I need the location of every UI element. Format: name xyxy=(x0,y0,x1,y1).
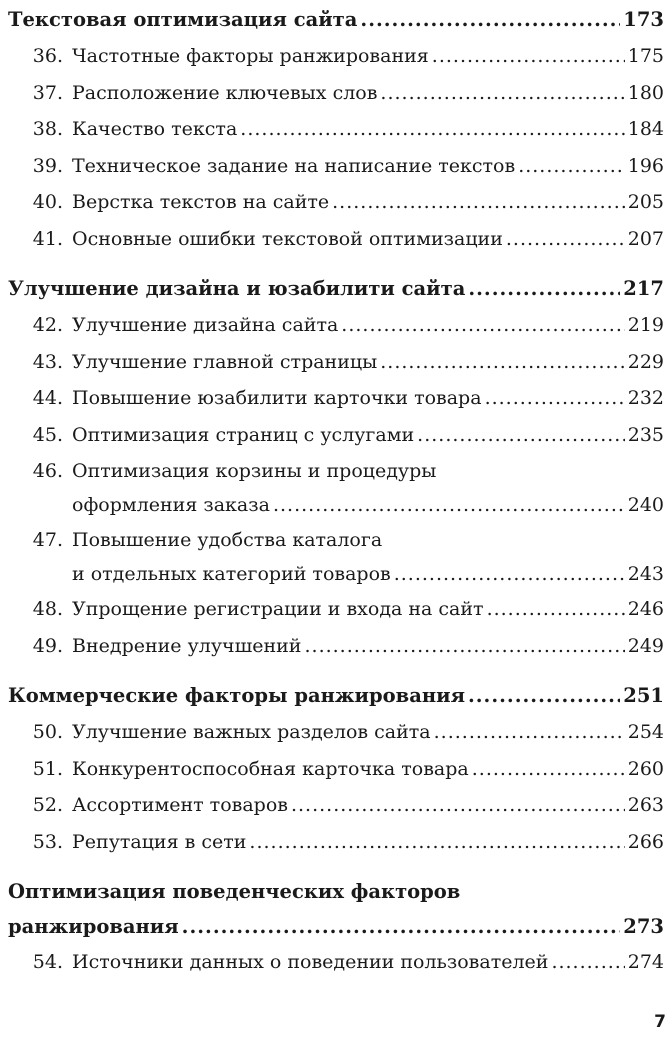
chapter-entry xyxy=(8,824,664,861)
chapter-entry xyxy=(8,148,664,185)
chapter-title: Техническое задание на написание текстов xyxy=(72,154,516,177)
chapter-number: 48. xyxy=(32,598,63,620)
chapter-number: 36. xyxy=(32,45,63,67)
chapter-number: 42. xyxy=(32,314,63,336)
dot-leader xyxy=(485,380,625,417)
chapter-title: Частотные факторы ранжирования xyxy=(72,45,429,67)
chapter-title: Упрощение регистрации и входа на сайт xyxy=(72,598,484,620)
chapter-page-number: 205 xyxy=(627,191,664,213)
chapter-page-number: 219 xyxy=(627,314,664,336)
dot-leader xyxy=(332,184,625,221)
dot-leader xyxy=(380,344,625,381)
section-title: Текстовая оптимизация сайта xyxy=(8,8,358,31)
chapter-number: 54. xyxy=(32,951,63,973)
section-title: Коммерческие факторы ранжирования xyxy=(8,684,465,707)
dot-leader xyxy=(249,824,624,861)
section-title-line1: Оптимизация поведенческих факторов xyxy=(8,880,461,903)
dot-leader xyxy=(434,714,625,751)
chapter-title: Верстка текстов на сайте xyxy=(72,191,330,213)
chapter-number: 43. xyxy=(32,350,63,373)
toc-section xyxy=(8,874,664,981)
chapter-page-number: 263 xyxy=(627,794,664,816)
dot-leader xyxy=(360,2,620,38)
chapter-page-number: 246 xyxy=(627,598,664,620)
chapter-entry xyxy=(8,38,664,75)
chapter-page-number: 229 xyxy=(627,350,664,373)
section-heading xyxy=(8,2,664,38)
chapter-title: Ассортимент товаров xyxy=(72,794,288,816)
chapter-number: 39. xyxy=(32,154,63,177)
chapter-number: 49. xyxy=(32,634,63,657)
dot-leader xyxy=(273,488,625,522)
dot-leader xyxy=(468,271,620,307)
dot-leader xyxy=(506,221,625,258)
chapter-page-number: 240 xyxy=(627,494,664,516)
chapter-title-line2: оформления заказа xyxy=(72,494,270,516)
section-heading xyxy=(8,271,664,307)
section-heading xyxy=(8,678,664,714)
dot-leader xyxy=(551,944,624,981)
chapter-page-number: 207 xyxy=(627,227,664,250)
dot-leader xyxy=(432,38,625,75)
chapter-entry xyxy=(8,111,664,148)
dot-leader xyxy=(487,591,625,628)
chapter-number: 37. xyxy=(32,81,63,104)
chapter-list xyxy=(8,307,664,664)
chapter-page-number: 243 xyxy=(627,563,664,585)
chapter-title: Источники данных о поведении пользователей xyxy=(72,951,549,973)
chapter-title: Основные ошибки текстовой оптимизации xyxy=(72,227,503,250)
chapter-title: Качество текста xyxy=(72,118,238,140)
section-page-number: 273 xyxy=(623,915,664,938)
chapter-number: 45. xyxy=(32,423,63,446)
chapter-page-number: 260 xyxy=(627,757,664,780)
chapter-entry xyxy=(8,787,664,824)
chapter-entry xyxy=(8,344,664,381)
chapter-number: 44. xyxy=(32,387,63,409)
chapter-title-line2: и отдельных категорий товаров xyxy=(72,563,391,585)
chapter-page-number: 196 xyxy=(627,154,664,177)
chapter-title-line1: Повышение удобства каталога xyxy=(72,529,383,551)
chapter-page-number: 235 xyxy=(627,423,664,446)
chapter-number: 41. xyxy=(32,227,63,250)
chapter-page-number: 175 xyxy=(627,45,664,67)
chapter-number: 52. xyxy=(32,794,63,816)
dot-leader xyxy=(417,417,625,454)
chapter-entry xyxy=(8,417,664,454)
toc-section xyxy=(8,678,664,860)
chapter-number: 40. xyxy=(32,191,63,213)
chapter-entry xyxy=(8,184,664,221)
chapter-page-number: 180 xyxy=(627,81,664,104)
chapter-title: Оптимизация страниц с услугами xyxy=(72,423,415,446)
chapter-number: 51. xyxy=(32,757,63,780)
section-heading xyxy=(8,874,664,944)
chapter-entry xyxy=(8,714,664,751)
chapter-entry xyxy=(8,307,664,344)
chapter-number: 38. xyxy=(32,118,63,140)
dot-leader xyxy=(182,909,621,944)
chapter-page-number: 249 xyxy=(627,634,664,657)
chapter-entry xyxy=(8,628,664,665)
chapter-title: Улучшение дизайна сайта xyxy=(72,314,339,336)
chapter-entry xyxy=(8,221,664,258)
chapter-number: 50. xyxy=(32,721,63,743)
chapter-entry xyxy=(8,944,664,981)
toc-section xyxy=(8,271,664,664)
dot-leader xyxy=(304,628,624,665)
chapter-number: 46. xyxy=(32,460,63,482)
chapter-title: Расположение ключевых слов xyxy=(72,81,378,104)
section-page-number: 217 xyxy=(623,277,664,300)
chapter-title: Повышение юзабилити карточки товара xyxy=(72,387,482,409)
chapter-entry xyxy=(8,75,664,112)
chapter-number: 53. xyxy=(32,830,63,853)
chapter-entry xyxy=(8,751,664,788)
chapter-entry xyxy=(8,380,664,417)
chapter-title: Улучшение главной страницы xyxy=(72,350,378,373)
toc-section xyxy=(8,2,664,257)
dot-leader xyxy=(472,751,625,788)
section-title: Улучшение дизайна и юзабилити сайта xyxy=(8,277,466,300)
chapter-page-number: 274 xyxy=(627,951,664,973)
page-folio: 7 xyxy=(654,1012,666,1032)
chapter-entry xyxy=(8,591,664,628)
chapter-title: Внедрение улучшений xyxy=(72,634,302,657)
chapter-entry xyxy=(8,522,664,591)
dot-leader xyxy=(341,307,624,344)
dot-leader xyxy=(291,787,625,824)
chapter-page-number: 232 xyxy=(627,387,664,409)
chapter-page-number: 266 xyxy=(627,830,664,853)
chapter-list xyxy=(8,714,664,860)
section-title-line2: ранжирования xyxy=(8,915,179,938)
chapter-title-line1: Оптимизация корзины и процедуры xyxy=(72,460,437,482)
chapter-number: 47. xyxy=(32,529,63,551)
dot-leader xyxy=(518,148,625,185)
dot-leader xyxy=(380,75,624,112)
chapter-page-number: 184 xyxy=(627,118,664,140)
chapter-title: Конкурентоспособная карточка товара xyxy=(72,757,469,780)
chapter-title: Улучшение важных разделов сайта xyxy=(72,721,431,743)
dot-leader xyxy=(394,557,625,591)
chapter-page-number: 254 xyxy=(627,721,664,743)
chapter-list xyxy=(8,38,664,257)
dot-leader xyxy=(468,678,620,714)
section-page-number: 173 xyxy=(623,8,664,31)
section-page-number: 251 xyxy=(623,684,664,707)
chapter-entry xyxy=(8,453,664,522)
chapter-title: Репутация в сети xyxy=(72,830,247,853)
table-of-contents xyxy=(8,2,664,995)
chapter-list xyxy=(8,944,664,981)
dot-leader xyxy=(240,111,624,148)
